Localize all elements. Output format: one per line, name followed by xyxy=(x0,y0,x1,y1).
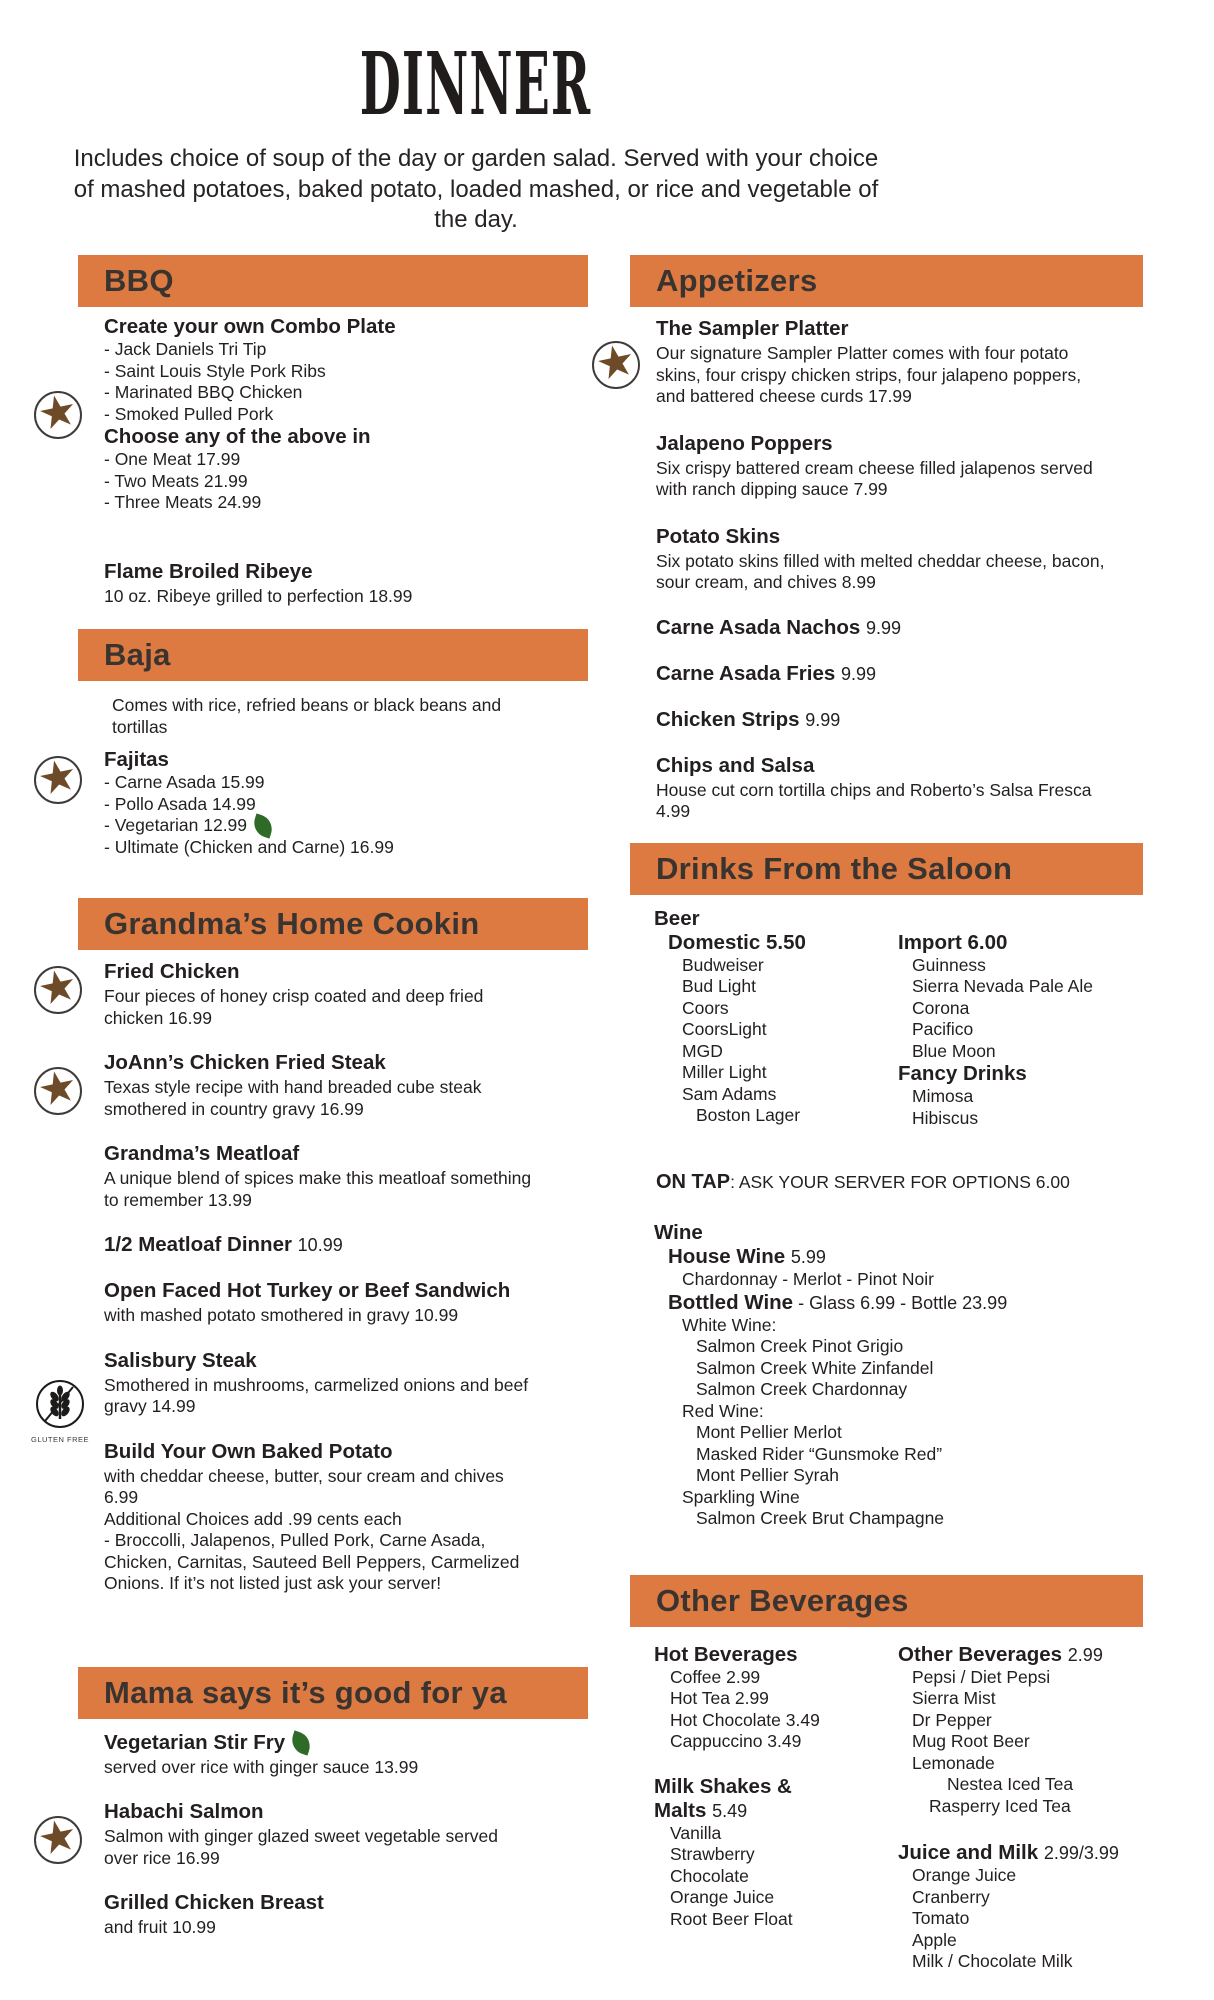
item-name: Grilled Chicken Breast xyxy=(104,1891,324,1914)
list-item: Blue Moon xyxy=(912,1040,996,1061)
gluten-free-icon xyxy=(28,1379,92,1444)
list-item: Vanilla xyxy=(670,1822,722,1843)
section-header-mama xyxy=(78,1667,588,1719)
sodas-label: Other Beverages 2.99 xyxy=(898,1642,1103,1666)
list-item: Strawberry xyxy=(670,1844,755,1864)
favorite-star-icon: ★ xyxy=(33,1058,83,1118)
section-title-other-beverages: Other Beverages xyxy=(656,1582,909,1618)
item-desc: 10 oz. Ribeye grilled to perfection 18.99 xyxy=(104,585,413,606)
menu-item-jalapeno-poppers xyxy=(630,432,1143,501)
beer-block xyxy=(630,907,1143,1130)
item-name: Fried Chicken xyxy=(104,960,240,983)
gluten-free-label: GLUTEN FREE xyxy=(30,1434,89,1444)
page-title xyxy=(0,34,952,135)
page-title-text: DINNER xyxy=(360,34,592,135)
section-title-mama: Mama says it’s good for ya xyxy=(104,1674,507,1710)
item-name: Open Faced Hot Turkey or Beef Sandwich xyxy=(104,1279,511,1302)
list-item: Apple xyxy=(912,1929,957,1950)
list-item: Mont Pellier Merlot xyxy=(696,1422,842,1442)
juice-milk-list xyxy=(898,1865,1143,1973)
favorite-star-icon: ★ xyxy=(33,957,83,1017)
fajitas-options-list xyxy=(104,772,588,815)
milkshakes-label: Milk Shakes & Malts 5.49 xyxy=(654,1774,792,1822)
menu-item-fried-chicken xyxy=(33,957,588,1029)
menu-item-carne-asada-fries xyxy=(630,662,1143,686)
right-column xyxy=(591,255,1143,1973)
menu-item-combo-plate xyxy=(33,315,588,514)
item-desc: served over rice with ginger sauce 13.99 xyxy=(104,1756,419,1777)
menu-item-habachi-salmon xyxy=(33,1800,588,1869)
list-item: - Smoked Pulled Pork xyxy=(104,403,274,424)
section-title-baja: Baja xyxy=(104,637,171,672)
section-header-bbq xyxy=(78,255,588,307)
wine-label: Wine xyxy=(654,1221,703,1244)
item-desc: Smothered in mushrooms, carmelized onions and beef gravy 14.99 xyxy=(104,1374,529,1416)
list-item: - One Meat 17.99 xyxy=(104,449,241,469)
fancy-drinks-list xyxy=(898,1086,1143,1129)
list-item: Orange Juice xyxy=(670,1887,775,1907)
item-desc: Six potato skins filled with melted cheddar cheese, bacon, sour cream, and chives 8.99 xyxy=(656,550,1105,592)
hot-beverages-column xyxy=(630,1643,898,1973)
list-item: Mimosa xyxy=(912,1086,974,1106)
beverages-columns xyxy=(630,1643,1143,1973)
domestic-sub-item: Boston Lager xyxy=(696,1105,801,1125)
sodas-column xyxy=(898,1643,1143,1973)
menu-item-baked-potato xyxy=(78,1440,588,1595)
list-item: Hot Tea 2.99 xyxy=(670,1688,769,1708)
list-item: Chocolate xyxy=(670,1865,749,1886)
menu-item-ribeye xyxy=(78,560,588,608)
favorite-star-icon: ★ xyxy=(33,1807,83,1867)
menu-subtitle: Includes choice of soup of the day or garden salad. Served with your choice of mashed potatoes, baked potato, loaded mashed, or rice and vegetable of the day. xyxy=(73,145,879,234)
bottled-wine-prices: - Glass 6.99 - Bottle 23.99 xyxy=(793,1292,1008,1313)
menu-item-half-meatloaf xyxy=(78,1233,588,1257)
menu-item-open-faced xyxy=(78,1279,588,1327)
favorite-star-icon: ★ xyxy=(33,747,83,807)
combo-choose-label: Choose any of the above in xyxy=(104,425,371,448)
item-desc: - Broccolli, Jalapenos, Pulled Pork, Carne Asada, Chicken, Carnitas, Sauteed Bell Peppers, Carmelized Onions. If it’s not listed just ask your server! xyxy=(104,1530,520,1593)
combo-prices-list xyxy=(104,449,588,514)
list-item: Mont Pellier Syrah xyxy=(696,1465,839,1485)
item-name: Chicken Strips 9.99 xyxy=(656,707,841,731)
list-item: Pepsi / Diet Pepsi xyxy=(912,1666,1051,1687)
list-item: - Pollo Asada 14.99 xyxy=(104,793,256,814)
section-header-saloon xyxy=(630,843,1143,895)
item-price: 9.99 xyxy=(805,709,841,730)
house-wine-price: 5.99 xyxy=(790,1247,826,1267)
item-name: Carne Asada Fries 9.99 xyxy=(656,661,877,685)
item-name: Vegetarian Stir Fry xyxy=(104,1731,588,1755)
beer-label: Beer xyxy=(654,906,700,930)
list-item: MGD xyxy=(682,1040,723,1061)
menu-header xyxy=(0,34,952,236)
house-wine-varietals: Chardonnay - Merlot - Pinot Noir xyxy=(682,1269,934,1289)
list-item: Bud Light xyxy=(682,976,756,996)
item-desc: Additional Choices add .99 cents each xyxy=(104,1508,402,1529)
section-header-other-beverages xyxy=(630,1575,1143,1627)
list-item: Cranberry xyxy=(912,1886,990,1907)
list-item: Orange Juice xyxy=(912,1865,1017,1885)
item-desc: and fruit 10.99 xyxy=(104,1917,216,1937)
item-desc: Salmon with ginger glazed sweet vegetable served over rice 16.99 xyxy=(104,1826,498,1868)
list-item: Salmon Creek White Zinfandel xyxy=(696,1357,934,1378)
sparkling-wine-list xyxy=(630,1508,1143,1530)
juice-milk-label: Juice and Milk 2.99/3.99 xyxy=(898,1841,1119,1864)
favorite-star-icon: ★ xyxy=(33,382,83,442)
left-column xyxy=(30,255,588,1939)
sodas-list xyxy=(898,1667,1143,1775)
list-item: Coffee 2.99 xyxy=(670,1666,761,1687)
combo-options-list xyxy=(104,339,588,425)
on-tap-note xyxy=(630,1171,1143,1193)
house-wine-label: House Wine 5.99 xyxy=(668,1245,826,1268)
sodas-price: 2.99 xyxy=(1067,1644,1103,1665)
item-desc: Our signature Sampler Platter comes with four potato skins, four crispy chicken strips, four jalapeno poppers, and battered cheese curds 17.99 xyxy=(656,343,1082,406)
hot-beverages-list xyxy=(630,1667,898,1753)
item-name: Fajitas xyxy=(104,748,169,771)
list-item: Lemonade xyxy=(912,1752,995,1773)
section-title-saloon: Drinks From the Saloon xyxy=(656,850,1013,886)
menu-item-carne-asada-nachos xyxy=(630,616,1143,640)
list-item: Guinness xyxy=(912,954,986,975)
domestic-beer-list xyxy=(630,955,898,1106)
beer-columns xyxy=(630,931,1143,1130)
list-item: Salmon Creek Pinot Grigio xyxy=(696,1336,904,1356)
item-desc: House cut corn tortilla chips and Roberto’s Salsa Fresca 4.99 xyxy=(656,779,1092,821)
item-price: 10.99 xyxy=(297,1235,343,1255)
item-desc: Six crispy battered cream cheese filled jalapenos served with ranch dipping sauce 7.99 xyxy=(656,457,1093,499)
white-wine-list xyxy=(630,1336,1143,1401)
menu-item-salisbury xyxy=(30,1348,588,1444)
menu-item-chicken-strips xyxy=(630,708,1143,732)
menu-item-stir-fry xyxy=(78,1731,588,1779)
domestic-beer-column xyxy=(630,931,898,1130)
list-item: Budweiser xyxy=(682,954,764,975)
vegetarian-leaf-icon xyxy=(289,1730,314,1755)
import-beer-list xyxy=(898,955,1143,1063)
section-header-baja xyxy=(78,629,588,681)
wine-block xyxy=(630,1221,1143,1530)
list-item: Dr Pepper xyxy=(912,1709,992,1730)
section-title-grandmas: Grandma’s Home Cookin xyxy=(104,906,480,941)
section-header-appetizers xyxy=(630,255,1143,307)
juice-milk-price: 2.99/3.99 xyxy=(1043,1843,1119,1863)
list-item: Root Beer Float xyxy=(670,1908,793,1929)
list-item: Cappuccino 3.49 xyxy=(670,1731,802,1751)
list-item: - Marinated BBQ Chicken xyxy=(104,382,303,402)
fajitas-ultimate: - Ultimate (Chicken and Carne) 16.99 xyxy=(104,836,394,857)
milkshakes-list xyxy=(630,1823,898,1931)
iced-tea-item: Rasperry Iced Tea xyxy=(929,1795,1071,1816)
item-name: The Sampler Platter xyxy=(656,317,849,340)
fajitas-vegetarian xyxy=(104,815,588,837)
list-item: Salmon Creek Chardonnay xyxy=(696,1379,908,1399)
section-header-grandmas xyxy=(78,898,588,950)
red-wine-label: Red Wine: xyxy=(682,1400,764,1421)
hot-beverages-label: Hot Beverages xyxy=(654,1642,798,1666)
section-title-bbq: BBQ xyxy=(104,263,174,298)
item-desc: A unique blend of spices make this meatloaf something to remember 13.99 xyxy=(104,1168,532,1210)
list-item: Milk / Chocolate Milk xyxy=(912,1951,1073,1971)
item-name: Jalapeno Poppers xyxy=(656,431,833,455)
list-item: - Carne Asada 15.99 xyxy=(104,772,265,792)
item-desc: Four pieces of honey crisp coated and deep fried chicken 16.99 xyxy=(104,986,484,1028)
item-name: Potato Skins xyxy=(656,524,781,548)
list-item: Pacifico xyxy=(912,1019,974,1039)
sparkling-wine-label: Sparkling Wine xyxy=(682,1486,800,1507)
item-price: 9.99 xyxy=(866,617,902,638)
list-item: Miller Light xyxy=(682,1062,767,1082)
item-name: JoAnn’s Chicken Fried Steak xyxy=(104,1051,386,1074)
item-price: 9.99 xyxy=(840,663,877,684)
item-name: 1/2 Meatloaf Dinner 10.99 xyxy=(104,1233,343,1256)
vegetarian-leaf-icon xyxy=(250,814,275,839)
favorite-star-icon: ★ xyxy=(591,332,641,392)
list-item: - Saint Louis Style Pork Ribs xyxy=(104,360,326,381)
fancy-drinks-label: Fancy Drinks xyxy=(898,1062,1027,1085)
list-item: Hibiscus xyxy=(912,1107,979,1128)
section-title-appetizers: Appetizers xyxy=(656,263,818,298)
list-item: Corona xyxy=(912,997,970,1018)
menu-item-potato-skins xyxy=(630,525,1143,594)
list-item: Coors xyxy=(682,997,729,1018)
list-item: Salmon Creek Brut Champagne xyxy=(696,1508,945,1528)
item-name: Habachi Salmon xyxy=(104,1800,264,1823)
menu-item-sampler-platter xyxy=(591,317,1143,408)
item-name: Create your own Combo Plate xyxy=(104,315,396,338)
red-wine-list xyxy=(630,1422,1143,1487)
menu-item-chicken-fried-steak xyxy=(33,1051,588,1120)
list-item: - Jack Daniels Tri Tip xyxy=(104,339,267,359)
item-name: Chips and Salsa xyxy=(656,753,815,777)
menu-item-chips-salsa xyxy=(630,754,1143,823)
item-desc: with cheddar cheese, butter, sour cream and chives 6.99 xyxy=(104,1465,504,1507)
list-item: - Three Meats 24.99 xyxy=(104,492,262,512)
list-item: CoorsLight xyxy=(682,1019,767,1039)
item-name: Carne Asada Nachos 9.99 xyxy=(656,615,902,639)
domestic-label: Domestic 5.50 xyxy=(668,930,806,954)
item-desc: Texas style recipe with hand breaded cube steak smothered in country gravy 16.99 xyxy=(104,1077,482,1119)
iced-tea-item: Nestea Iced Tea xyxy=(947,1774,1074,1794)
menu-item-meatloaf xyxy=(78,1142,588,1211)
item-name: Salisbury Steak xyxy=(104,1348,257,1372)
list-item: Hot Chocolate 3.49 xyxy=(670,1709,820,1730)
import-label: Import 6.00 xyxy=(898,930,1008,954)
on-tap-text: : ASK YOUR SERVER FOR OPTIONS 6.00 xyxy=(730,1172,1070,1192)
list-item: - Two Meats 21.99 xyxy=(104,470,248,491)
white-wine-label: White Wine: xyxy=(682,1314,777,1335)
baja-intro: Comes with rice, refried beans or black beans and tortillas xyxy=(112,695,502,737)
item-desc: with mashed potato smothered in gravy 10.99 xyxy=(104,1305,459,1325)
item-name: Grandma’s Meatloaf xyxy=(104,1142,300,1165)
list-item: Mug Root Beer xyxy=(912,1731,1030,1751)
menu-item-fajitas xyxy=(33,747,588,858)
item-name: Build Your Own Baked Potato xyxy=(104,1439,393,1463)
menu-item-grilled-chicken xyxy=(78,1891,588,1939)
import-beer-column xyxy=(898,931,1143,1130)
on-tap-label: ON TAP xyxy=(656,1171,731,1193)
item-name: Flame Broiled Ribeye xyxy=(104,559,313,583)
list-item: Sierra Nevada Pale Ale xyxy=(912,976,1093,996)
list-item: Sam Adams xyxy=(682,1083,777,1104)
fajitas-vegetarian-text: - Vegetarian 12.99 xyxy=(104,815,248,835)
list-item: Masked Rider “Gunsmoke Red” xyxy=(696,1443,943,1464)
bottled-wine-label: Bottled Wine - Glass 6.99 - Bottle 23.99 xyxy=(668,1290,1008,1314)
list-item: Sierra Mist xyxy=(912,1688,996,1708)
list-item: Tomato xyxy=(912,1908,970,1928)
milkshakes-price: 5.49 xyxy=(712,1800,748,1821)
